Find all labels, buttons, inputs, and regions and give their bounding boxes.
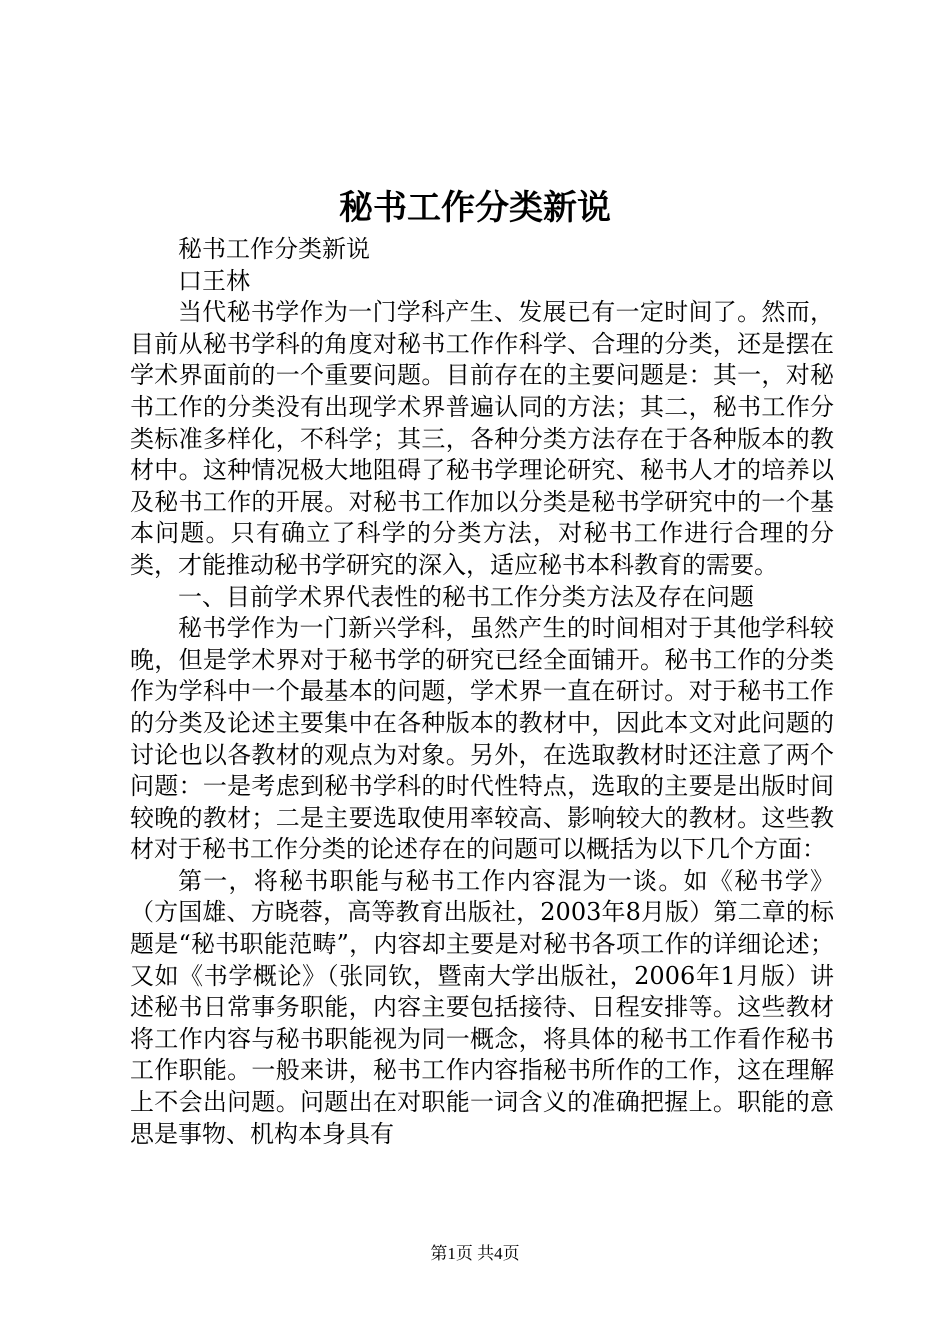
body-paragraph: 秘书学作为一门新兴学科，虽然产生的时间相对于其他学科较晚，但是学术界对于秘书学的研究已经全面铺开。秘书工作的分类作为学科中一个最基本的问题，学术界一直在研讨。对于秘书工作的分类及论述主要集中在各种版本的教材中，因此本文对此问题的讨论也以各教材的观点为对象。另外，在选取教材时还注意了两个问题：一是考虑到秘书学科的时代性特点，选取的主要是出版时间较晚的教材；二是主要选取使用率较高、影响较大的教材。这些教材对于秘书工作分类的论述存在的问题可以概括为以下几个方面： [130,614,834,864]
body-paragraph: 当代秘书学作为一门学科产生、发展已有一定时间了。然而，目前从秘书学科的角度对秘书工作作科学、合理的分类，还是摆在学术界面前的一个重要问题。目前存在的主要问题是：其一，对秘书工作的分类没有出现学术界普遍认同的方法；其二，秘书工作分类标准多样化，不科学；其三，各种分类方法存在于各种版本的教材中。这种情况极大地阻碍了秘书学理论研究、秘书人才的培养以及秘书工作的开展。对秘书工作加以分类是秘书学研究中的一个基本问题。只有确立了科学的分类方法，对秘书工作进行合理的分类，才能推动秘书学研究的深入，适应秘书本科教育的需要。 [130,298,834,579]
document-body [130,234,834,1150]
section-heading: 一、目前学术界代表性的秘书工作分类方法及存在问题 [178,582,754,611]
body-paragraph: 第一，将秘书职能与秘书工作内容混为一谈。如《秘书学》（方国雄、方晓蓉，高等教育出版社，2003年8月版）第二章的标题是“秘书职能范畴”，内容却主要是对秘书各项工作的详细论述；又如《书学概论》（张同钦，暨南大学出版社，2006年1月版）讲述秘书日常事务职能，内容主要包括接待、日程安排等。这些教材将工作内容与秘书职能视为同一概念，将具体的秘书工作看作秘书工作职能。一般来讲，秘书工作内容指秘书所作的工作，这在理解上不会出问题。问题出在对职能一词含义的准确把握上。职能的意思是事物、机构本身具有 [130,866,834,1148]
page-footer: 第1页 共4页 [430,1244,520,1263]
document-title: 秘书工作分类新说 [339,188,611,228]
author-paragraph: 口王林 [178,266,250,295]
subtitle-paragraph: 秘书工作分类新说 [178,235,370,263]
